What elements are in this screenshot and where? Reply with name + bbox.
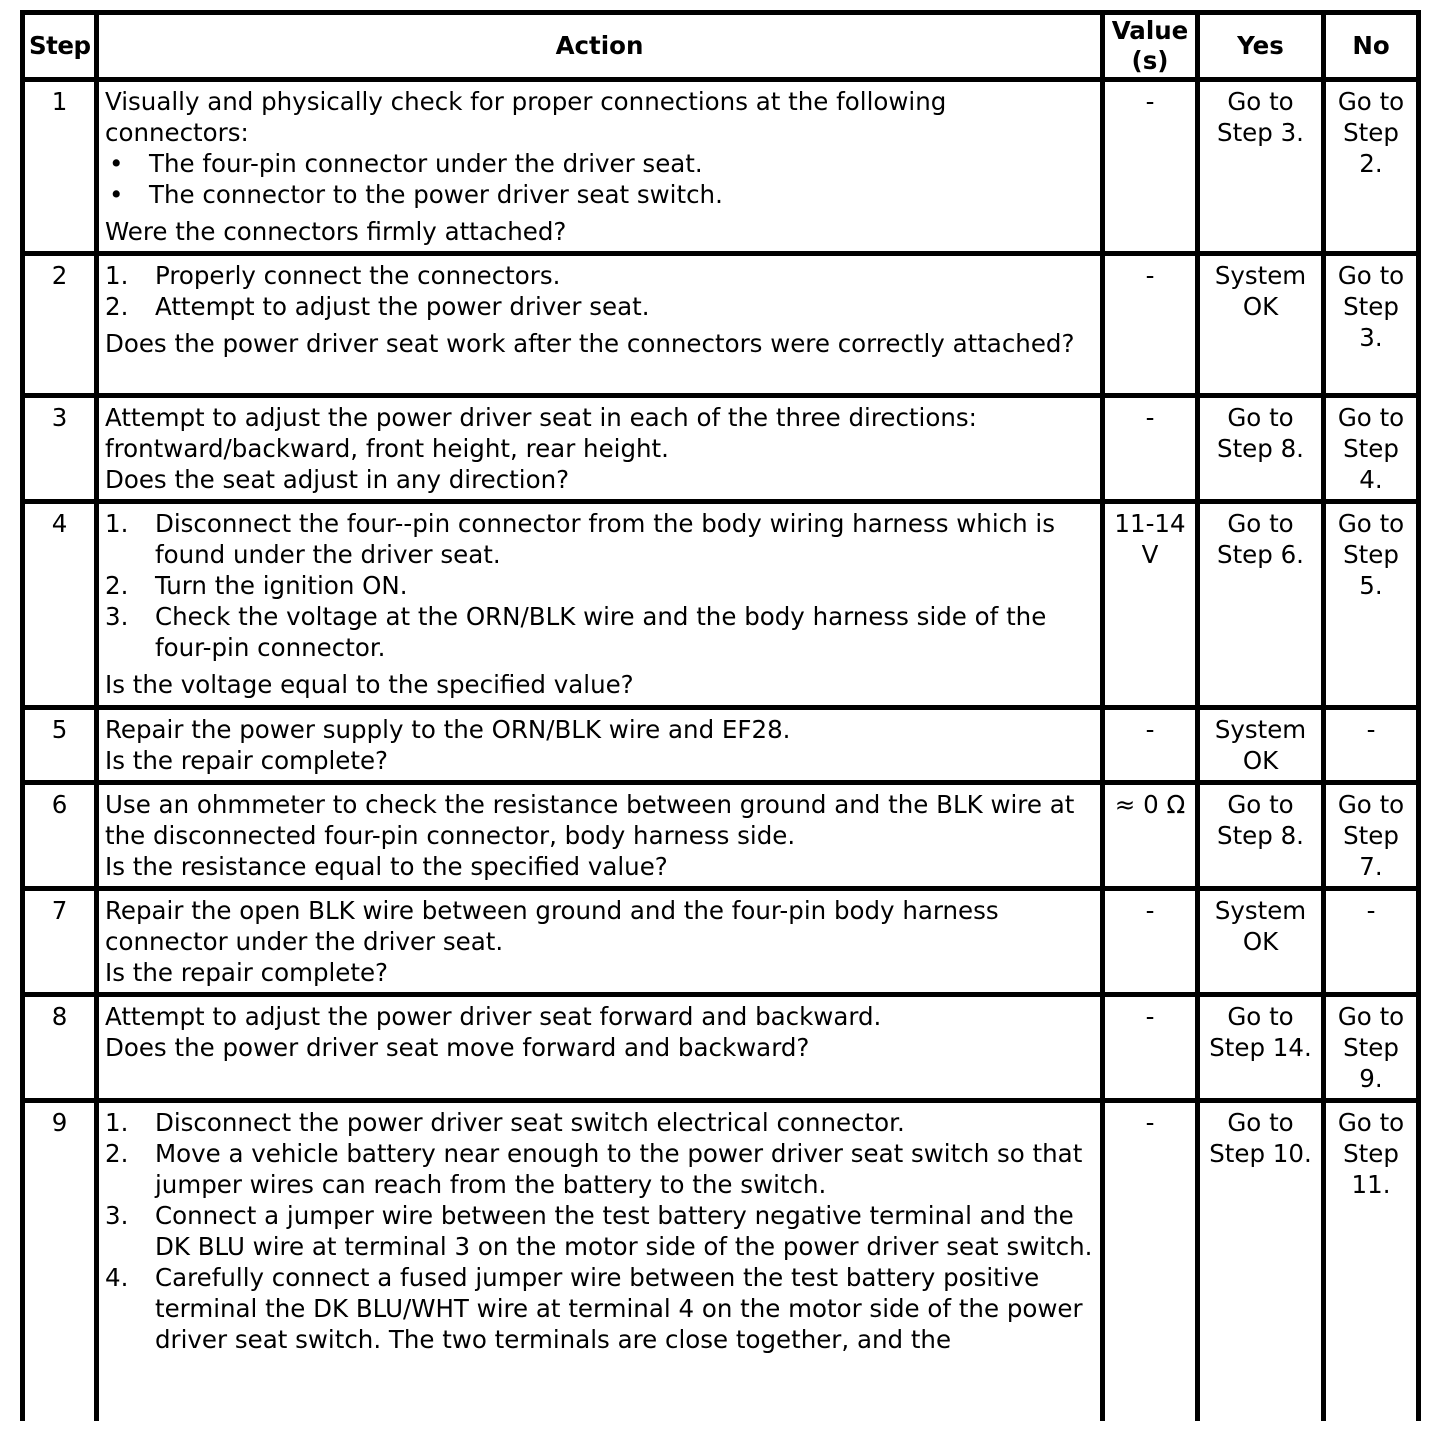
step-number: 7 (23, 889, 97, 995)
step-number: 9 (23, 1101, 97, 1422)
no-cell: Go to Step 3. (1324, 254, 1419, 396)
yes-cell: System OK (1198, 254, 1324, 396)
action-intro: Repair the power supply to the ORN/BLK wire and EF28. (105, 715, 791, 744)
item-text: Check the voltage at the ORN/BLK wire and the body harness side of the four-pin connector. (155, 602, 1047, 662)
action-bullet (105, 148, 1096, 179)
value-cell: - (1103, 889, 1198, 995)
item-number: 4. (105, 1263, 129, 1292)
action-intro: Use an ohmmeter to check the resistance between ground and the BLK wire at the disconnected four-pin connector, body harness side. (105, 790, 1083, 850)
item-text: Connect a jumper wire between the test battery negative terminal and the DK BLU wire at terminal 3 on the motor side of the power driver seat switch. (155, 1201, 1093, 1261)
action-question: Is the repair complete? (105, 958, 389, 987)
item-text: Disconnect the power driver seat switch electrical connector. (155, 1108, 905, 1137)
header-row (23, 13, 1419, 80)
action-text (97, 889, 1103, 995)
table-row (23, 995, 1419, 1101)
bullet-icon: • (109, 180, 124, 209)
step-number: 1 (23, 80, 97, 254)
diagnostic-table-container (20, 10, 1416, 1421)
item-number: 1. (105, 509, 129, 538)
action-question: Were the connectors firmly attached? (105, 217, 567, 246)
action-text (97, 708, 1103, 783)
value-cell: ≈ 0 Ω (1103, 783, 1198, 889)
item-number: 3. (105, 602, 129, 631)
step-number: 5 (23, 708, 97, 783)
item-number: 2. (105, 292, 129, 321)
value-cell: - (1103, 80, 1198, 254)
no-cell: Go to Step 11. (1324, 1101, 1419, 1422)
no-cell: Go to Step 9. (1324, 995, 1419, 1101)
table-row (23, 80, 1419, 254)
action-step-item (105, 508, 1096, 570)
value-cell: - (1103, 708, 1198, 783)
bullet-text: The four-pin connector under the driver seat. (149, 149, 703, 178)
action-question: Does the power driver seat move forward and backward? (105, 1033, 810, 1062)
no-cell: Go to Step 7. (1324, 783, 1419, 889)
yes-cell: Go to Step 8. (1198, 396, 1324, 502)
action-text (97, 396, 1103, 502)
step-number: 4 (23, 502, 97, 708)
action-question: Is the resistance equal to the specified value? (105, 852, 668, 881)
item-text: Disconnect the four--pin connector from the body wiring harness which is found under the driver seat. (155, 509, 1056, 569)
diagnostic-table (20, 10, 1421, 1421)
header-yes: Yes (1198, 13, 1324, 80)
step-number: 2 (23, 254, 97, 396)
step-number: 8 (23, 995, 97, 1101)
bullet-text: The connector to the power driver seat switch. (149, 180, 723, 209)
no-cell: Go to Step 2. (1324, 80, 1419, 254)
item-text: Move a vehicle battery near enough to the power driver seat switch so that jumper wires can reach from the battery to the switch. (155, 1139, 1083, 1199)
value-cell: - (1103, 254, 1198, 396)
action-step-item (105, 601, 1096, 663)
action-text (97, 254, 1103, 396)
table-row (23, 502, 1419, 708)
action-intro: Attempt to adjust the power driver seat forward and backward. (105, 1002, 882, 1031)
item-number: 1. (105, 1108, 129, 1137)
value-cell: 11-14 V (1103, 502, 1198, 708)
yes-cell: System OK (1198, 889, 1324, 995)
action-step-item (105, 260, 1096, 291)
action-bullet (105, 179, 1096, 210)
header-step: Step (23, 13, 97, 80)
action-text (97, 1101, 1103, 1422)
item-text: Carefully connect a fused jumper wire between the test battery positive terminal the DK BLU/WHT wire at terminal 4 on the motor side of the power driver seat switch. The two terminals are close together, and the (155, 1263, 1083, 1354)
value-cell: - (1103, 396, 1198, 502)
action-intro: Repair the open BLK wire between ground and the four-pin body harness connector under the driver seat. (105, 896, 1007, 956)
no-cell: - (1324, 708, 1419, 783)
header-action: Action (97, 13, 1103, 80)
item-number: 1. (105, 261, 129, 290)
table-row (23, 708, 1419, 783)
action-step-item (105, 1138, 1096, 1200)
action-intro: Attempt to adjust the power driver seat in each of the three directions: frontward/backward, front height, rear height. (105, 403, 985, 463)
action-text (97, 80, 1103, 254)
value-cell: - (1103, 1101, 1198, 1422)
action-text (97, 502, 1103, 708)
step-number: 6 (23, 783, 97, 889)
action-step-item (105, 570, 1096, 601)
bullet-icon: • (109, 149, 124, 178)
action-question: Is the repair complete? (105, 746, 389, 775)
action-question: Does the seat adjust in any direction? (105, 465, 570, 494)
no-cell: - (1324, 889, 1419, 995)
item-text: Properly connect the connectors. (155, 261, 561, 290)
action-question: Is the voltage equal to the specified value? (105, 670, 634, 699)
table-row (23, 783, 1419, 889)
table-row (23, 1101, 1419, 1422)
yes-cell: Go to Step 14. (1198, 995, 1324, 1101)
action-text (97, 783, 1103, 889)
no-cell: Go to Step 5. (1324, 502, 1419, 708)
action-step-item (105, 1107, 1096, 1138)
item-number: 2. (105, 1139, 129, 1168)
table-row (23, 396, 1419, 502)
no-cell: Go to Step 4. (1324, 396, 1419, 502)
table-row (23, 254, 1419, 396)
item-number: 2. (105, 571, 129, 600)
action-step-item (105, 1262, 1096, 1355)
step-number: 3 (23, 396, 97, 502)
value-cell: - (1103, 995, 1198, 1101)
action-step-item (105, 291, 1096, 322)
action-step-item (105, 1200, 1096, 1262)
yes-cell: Go to Step 3. (1198, 80, 1324, 254)
yes-cell: Go to Step 8. (1198, 783, 1324, 889)
item-number: 3. (105, 1201, 129, 1230)
header-no: No (1324, 13, 1419, 80)
action-question: Does the power driver seat work after the connectors were correctly attached? (105, 329, 1075, 358)
table-row (23, 889, 1419, 995)
yes-cell: Go to Step 10. (1198, 1101, 1324, 1422)
action-text (97, 995, 1103, 1101)
header-value-label: Value (s) (1111, 16, 1189, 75)
yes-cell: Go to Step 6. (1198, 502, 1324, 708)
item-text: Turn the ignition ON. (155, 571, 408, 600)
yes-cell: System OK (1198, 708, 1324, 783)
header-value (1103, 13, 1198, 80)
item-text: Attempt to adjust the power driver seat. (155, 292, 650, 321)
action-intro: Visually and physically check for proper connections at the following connectors: (105, 87, 955, 147)
